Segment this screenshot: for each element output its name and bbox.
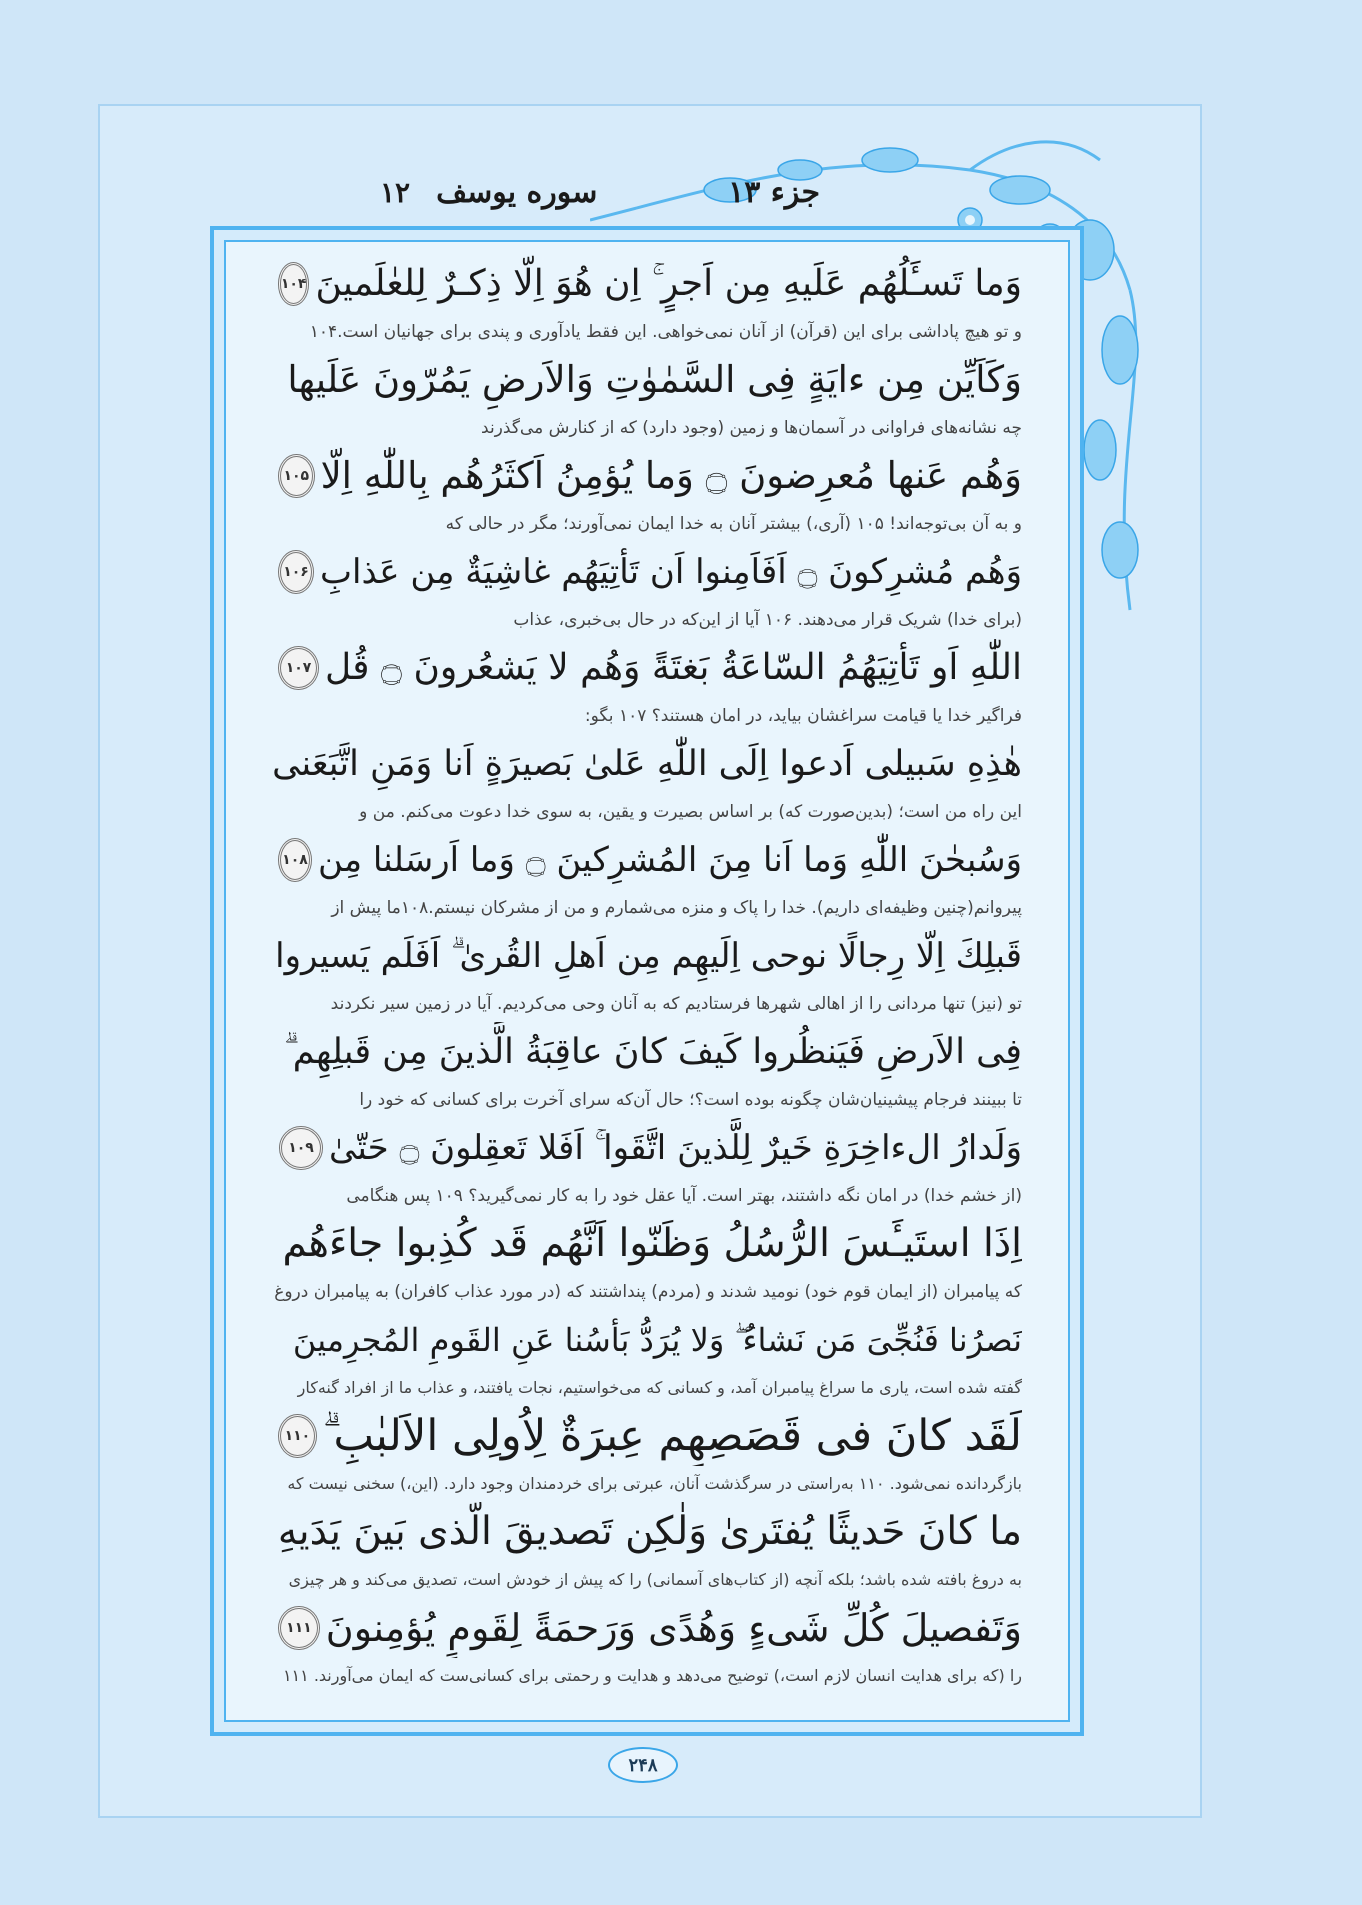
verse-line <box>272 542 1022 602</box>
translation-line: فراگیر خدا یا قیامت سراغشان بیاید، در امان هستند؟ ۱۰۷ بگو: <box>584 706 1022 726</box>
verse-line <box>272 926 1022 986</box>
verse-text: لَقَد كانَ فى قَصَصِهِم عِبرَةٌ لِاُولِى الاَلبٰبِ ۗ <box>322 1411 1022 1461</box>
verse-line <box>272 1214 1022 1274</box>
translation-line: پیروانم(چنین وظیفه‌ای داریم). خدا را پاک و منزه می‌شمارم و من از مشرکان نیستم.۱۰۸ما پیش از <box>331 898 1022 918</box>
translation-line: که پیامبران (از ایمان قوم خود) نومید شدند و (مردم) پنداشتند که (در مورد عذاب کافران) به پیامبران دروغ <box>274 1282 1022 1302</box>
page-frame <box>210 226 1084 1736</box>
translation-line: را (که برای هدایت انسان لازم است،) توضیح می‌دهد و هدایت و رحمتی برای کسانی‌ست که ایمان می‌آورند. ۱۱۱ <box>282 1666 1022 1685</box>
verse-line <box>272 1118 1022 1178</box>
verse-text: وَتَفصيلَ كُلِّ شَىءٍ وَهُدًى وَرَحمَةً لِقَومٍ يُؤمِنونَ <box>325 1606 1022 1650</box>
verse-text: اللّٰهِ اَو تَأتِيَهُمُ السّاعَةُ بَغتَةً وَهُم لا يَشعُرونَ ۝ قُل <box>325 647 1022 688</box>
verse-line <box>272 1598 1022 1658</box>
verse-line <box>272 1406 1022 1466</box>
translation-line: و تو هیچ پاداشی برای این (قرآن) از آنان نمی‌خواهی. این فقط یادآوری و پندی برای جهانیان است.۱۰۴ <box>309 322 1022 342</box>
verse-line <box>272 1310 1022 1370</box>
verse-text: اِذَا استَيـَٔسَ الرُّسُلُ وَظَنّوا اَنَّهُم قَد كُذِبوا جاءَهُم <box>282 1221 1022 1266</box>
surah-number: ۱۲ <box>380 175 411 209</box>
verse-text: فِى الاَرضِ فَيَنظُروا كَيفَ كانَ عاقِبَةُ الَّذينَ مِن قَبلِهِم ۗ <box>284 1032 1022 1072</box>
verse-text: وَهُم مُشرِكونَ ۝ اَفَاَمِنوا اَن تَأتِيَهُم غاشِيَةٌ مِن عَذابِ <box>320 552 1022 592</box>
ayah-number-marker: ۱۰۷ <box>278 646 319 690</box>
page-number: ۲۴۸ <box>608 1747 678 1783</box>
verse-line <box>272 1022 1022 1082</box>
verse-text: وَلَدارُ الءاخِرَةِ خَيرٌ لِلَّذينَ اتَّقَوا ۚ اَفَلا تَعقِلونَ ۝ حَتّىٰ <box>329 1128 1022 1168</box>
verse-text: نَصرُنا فَنُجِّىَ مَن نَشاءُ ۖ وَلا يُرَدُّ بَأسُنا عَنِ القَومِ المُجرِمينَ <box>292 1321 1022 1359</box>
translation-line: به دروغ بافته شده باشد؛ بلکه آنچه (از کتاب‌های آسمانی) را که پیش از خودش است، تصدیق می‌کند و هر چیزی <box>288 1570 1022 1589</box>
translation-line: گفته شده است، یاری ما سراغ پیامبران آمد، و کسانی که می‌خواستیم، نجات یافتند، و عذاب ما از افراد گنه‌کار <box>297 1378 1022 1397</box>
verse-text: وَكَاَيِّن مِن ءايَةٍ فِى السَّمٰوٰتِ وَالاَرضِ يَمُرّونَ عَلَيها <box>287 358 1022 401</box>
verse-line <box>272 446 1022 506</box>
translation-line: تا ببینند فرجام پیشینیان‌شان چگونه بوده است؟؛ حال آن‌که سرای آخرت برای کسانی که خود را <box>359 1090 1022 1110</box>
ayah-number-marker: ۱۰۵ <box>278 454 315 498</box>
page-header <box>380 170 820 214</box>
verse-line <box>272 350 1022 410</box>
surah-name: سوره یوسف <box>436 174 598 210</box>
verse-line <box>272 1502 1022 1562</box>
translation-line: و به آن بی‌توجه‌اند! ۱۰۵ (آری،) بیشتر آنان به خدا ایمان نمی‌آورند؛ مگر در حالی که <box>445 514 1022 534</box>
verse-text: وَما تَسـَٔلُهُم عَلَيهِ مِن اَجرٍ ۚ اِن هُوَ اِلّا ذِكـرٌ لِلعٰلَمينَ <box>315 263 1022 304</box>
verse-text: وَسُبحٰنَ اللّٰهِ وَما اَنا مِنَ المُشرِكينَ ۝ وَما اَرسَلنا مِن <box>317 840 1022 880</box>
translation-line: بازگردانده نمی‌شود. ۱۱۰ به‌راستی در سرگذشت آنان، عبرتی برای خردمندان وجود دارد. (این،) سخنی نیست که <box>287 1474 1022 1493</box>
translation-line: این راه من است؛ (بدین‌صورت که) بر اساس بصیرت و یقین، به سوی خدا دعوت می‌کنم. من و <box>359 802 1022 822</box>
juz-label: جزء ۱۳ <box>728 174 820 210</box>
ayah-number-marker: ۱۱۱ <box>278 1606 320 1650</box>
verse-line <box>272 638 1022 698</box>
ayah-number-marker: ۱۰۸ <box>278 838 312 882</box>
verse-text: هٰذِهِ سَبيلى اَدعوا اِلَى اللّٰهِ عَلىٰ بَصيرَةٍ اَنا وَمَنِ اتَّبَعَنى <box>272 744 1022 784</box>
verse-text: وَهُم عَنها مُعرِضونَ ۝ وَما يُؤمِنُ اَكثَرُهُم بِاللّٰهِ اِلّا <box>320 454 1022 497</box>
verse-line <box>272 254 1022 314</box>
page-inner <box>224 240 1070 1722</box>
ayah-number-marker: ۱۰۴ <box>278 262 310 306</box>
ayah-number-marker: ۱۰۹ <box>279 1126 323 1170</box>
translation-line: (برای خدا) شریک قرار می‌دهند. ۱۰۶ آیا از این‌که در حال بی‌خبری، عذاب <box>513 610 1022 630</box>
translation-line: (از خشم خدا) در امان نگه داشتند، بهتر است. آیا عقل خود را به کار نمی‌گیرید؟ ۱۰۹ پس هنگامی <box>346 1186 1022 1206</box>
translation-line: تو (نیز) تنها مردانی را از اهالی شهرها فرستادیم که به آنان وحی می‌کردیم. آیا در زمین سیر نکردند <box>330 994 1022 1014</box>
verse-line <box>272 734 1022 794</box>
verse-text: قَبلِكَ اِلّا رِجالًا نوحى اِلَيهِم مِن اَهلِ القُرىٰ ۗ اَفَلَم يَسيروا <box>275 936 1022 976</box>
ayah-number-marker: ۱۰۶ <box>278 550 314 594</box>
verse-line <box>272 830 1022 890</box>
verses-content <box>272 254 1022 1694</box>
translation-line: چه نشانه‌های فراوانی در آسمان‌ها و زمین (وجود دارد) که از کنارش می‌گذرند <box>481 418 1022 438</box>
page-number-badge <box>605 1745 681 1785</box>
verse-text: ما كانَ حَديثًا يُفتَرىٰ وَلٰكِن تَصديقَ الَّذى بَينَ يَدَيهِ <box>277 1509 1022 1554</box>
ayah-number-marker: ۱۱۰ <box>278 1414 317 1458</box>
surah-info <box>380 175 597 210</box>
